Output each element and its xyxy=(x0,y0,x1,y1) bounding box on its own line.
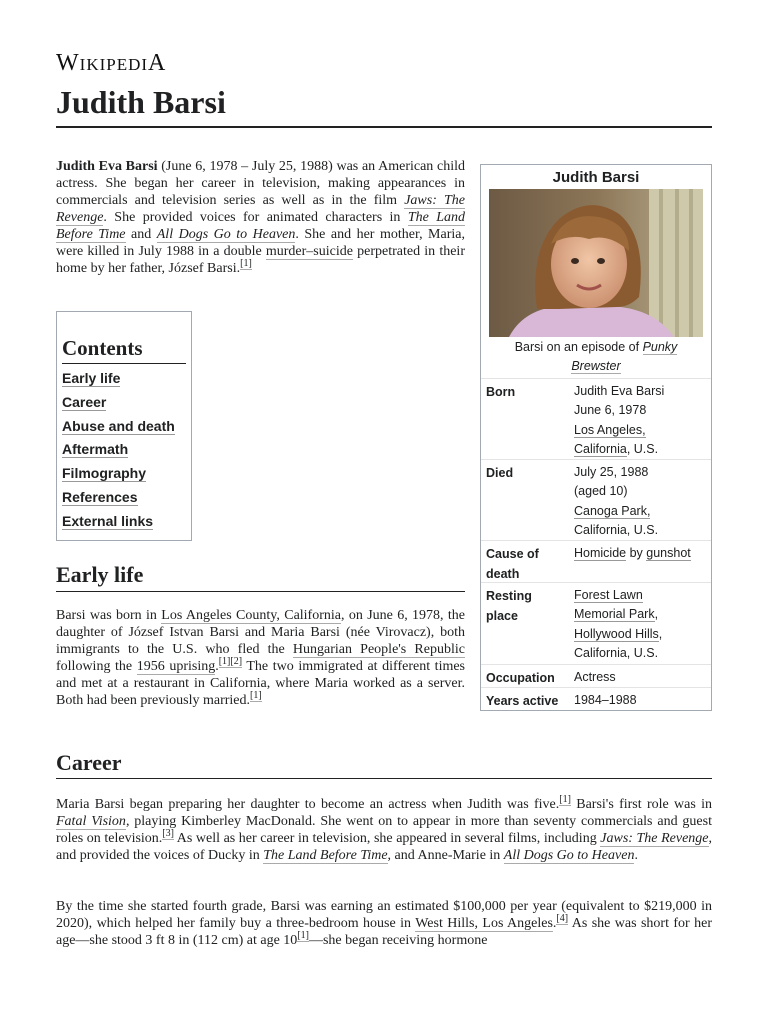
page-title: Judith Barsi xyxy=(56,84,226,120)
born-name: Judith Eva Barsi xyxy=(574,384,665,398)
link-los-angeles[interactable]: Los Angeles, xyxy=(574,422,646,437)
heading-early-life: Early life xyxy=(56,562,144,587)
body-text: , and provided the voices of Ducky in xyxy=(56,831,712,863)
table-of-contents xyxy=(56,311,192,541)
citation-ref[interactable]: [1] xyxy=(240,258,252,270)
link-west-hills[interactable]: West Hills, Los Angeles xyxy=(415,916,553,931)
resting-place-value xyxy=(574,586,708,664)
infobox xyxy=(480,164,712,711)
body-text: Barsi's first role was in xyxy=(570,797,712,812)
citation-ref[interactable]: [3] xyxy=(162,828,174,840)
lead-text: . She and her mother, Maria, were killed in July 1988 in a double xyxy=(56,227,465,259)
lead-text: and xyxy=(125,227,157,242)
photo-caption xyxy=(489,338,703,376)
infobox-row-died xyxy=(481,459,711,541)
citation-ref[interactable]: [1] xyxy=(559,794,571,806)
link-gunshot[interactable]: gunshot xyxy=(646,546,691,560)
born-value xyxy=(574,382,708,460)
born-date: June 6, 1978 xyxy=(574,403,647,418)
link-punky-brewster[interactable]: Punky Brewster xyxy=(571,340,678,373)
body-text: following the xyxy=(56,659,137,674)
link-memorial-park[interactable]: Memorial Park xyxy=(574,607,655,622)
career-paragraph-2 xyxy=(56,898,712,949)
body-text: , and Anne-Marie in xyxy=(387,848,504,863)
caption-text: Barsi on an episode of xyxy=(514,340,643,354)
link-los-angeles-county[interactable]: Los Angeles County, California xyxy=(161,608,341,623)
toc-item-label[interactable]: Abuse and death xyxy=(62,417,175,434)
resting-place-label: Resting place xyxy=(486,589,532,623)
section-rule xyxy=(56,778,712,779)
toc-item-label[interactable]: External links xyxy=(62,512,154,529)
link-homicide[interactable]: Homicide xyxy=(574,546,627,560)
body-text: . xyxy=(552,916,557,931)
born-country: , U.S. xyxy=(626,442,659,457)
link-fatal-vision[interactable]: Fatal Vision xyxy=(56,814,126,829)
body-text: The two immigrated at different times and met at a restaurant in California, where Maria worked as a server. Both had been previously married. xyxy=(56,659,466,708)
body-text: , playing Kimberley MacDonald. She went on to appear in more than seventy commercials and guest roles on television. xyxy=(56,814,712,846)
infobox-row-resting-place xyxy=(481,582,711,665)
toc-item[interactable] xyxy=(62,489,186,513)
body-text: As she was short for her age—she stood 3 ft 8 in (112 cm) at age 10 xyxy=(56,916,713,948)
citation-ref[interactable]: [1][2] xyxy=(218,656,243,668)
died-age: (aged 10) xyxy=(574,484,628,499)
link-forest-lawn[interactable]: Forest Lawn xyxy=(574,588,643,602)
died-date: July 25, 1988 xyxy=(574,465,649,479)
toc-item-label[interactable]: Career xyxy=(62,393,107,410)
link-land-before-time[interactable]: The Land Before Time xyxy=(56,210,465,242)
title-rule xyxy=(56,126,712,128)
link-1956-uprising[interactable]: 1956 uprising xyxy=(136,659,216,674)
died-label: Died xyxy=(486,466,514,480)
toc-item-label[interactable]: References xyxy=(62,488,138,505)
toc-item-label[interactable]: Filmography xyxy=(62,465,147,482)
link-land-before-time[interactable]: The Land Before Time xyxy=(263,848,388,863)
years-active-value: 1984–1988 xyxy=(574,693,637,707)
portrait-image xyxy=(489,189,703,337)
body-text: Maria Barsi began preparing her daughter to become an actress when Judith was five. xyxy=(56,797,560,812)
toc-item-label[interactable]: Aftermath xyxy=(62,441,129,458)
link-jaws-the-revenge[interactable]: Jaws: The Revenge xyxy=(600,831,709,846)
citation-ref[interactable]: [4] xyxy=(556,913,569,925)
toc-item[interactable] xyxy=(62,441,186,465)
occupation-value: Actress xyxy=(574,670,616,684)
citation-ref[interactable]: [1] xyxy=(297,930,309,942)
comma: , xyxy=(654,607,659,622)
toc-item[interactable] xyxy=(62,418,186,442)
lead-text: (June 6, 1978 – July 25, 1988) was an American child actress. She began her career in television, making appearances in commercials and television series as well as in the film xyxy=(56,159,465,208)
lead-text: . She provided voices for animated characters in xyxy=(103,210,408,225)
early-life-paragraph xyxy=(56,607,465,709)
died-value xyxy=(574,463,708,541)
portrait-photo[interactable] xyxy=(489,189,703,337)
infobox-row-years-active xyxy=(481,687,711,711)
link-murder-suicide[interactable]: murder–suicide xyxy=(265,244,353,259)
link-jaws-the-revenge[interactable]: Jaws: The Revenge xyxy=(56,193,465,225)
lead-name: Judith Eva Barsi xyxy=(56,159,158,174)
years-active-label: Years active xyxy=(486,694,559,708)
body-text: As well as her career in television, she appeared in several films, including xyxy=(173,831,601,846)
lead-text: perpetrated in their home by her father, József Barsi. xyxy=(56,244,465,276)
section-rule xyxy=(56,591,465,592)
toc-item[interactable] xyxy=(62,465,186,489)
toc-item[interactable] xyxy=(62,513,186,537)
toc-list xyxy=(62,370,186,537)
cause-text: by xyxy=(626,546,647,560)
citation-ref[interactable]: [1] xyxy=(250,690,262,702)
body-text: . xyxy=(215,659,219,674)
born-label: Born xyxy=(486,385,516,399)
career-paragraph-1 xyxy=(56,796,712,864)
resting-place-state: California, U.S. xyxy=(574,646,659,661)
infobox-row-occupation xyxy=(481,664,711,688)
body-text: Barsi was born in xyxy=(56,608,162,623)
link-california[interactable]: California xyxy=(574,442,627,457)
cause-label: Cause of death xyxy=(486,547,539,581)
link-hollywood-hills[interactable]: Hollywood Hills xyxy=(574,626,659,641)
wikipedia-wordmark[interactable]: WIKIPEDIA xyxy=(56,50,167,76)
toc-heading: Contents xyxy=(62,336,186,364)
infobox-title: Judith Barsi xyxy=(552,169,640,186)
link-all-dogs-go-to-heaven[interactable]: All Dogs Go to Heaven xyxy=(503,848,635,863)
comma: , xyxy=(658,626,663,641)
heading-career: Career xyxy=(56,750,122,775)
infobox-row-born xyxy=(481,378,711,460)
body-text: By the time she started fourth grade, Barsi was earning an estimated $100,000 per year (equivalent to $219,000 in 2020), which helped her family buy a three-bedroom house in xyxy=(56,899,712,931)
body-text: . xyxy=(634,848,638,863)
body-text: , on June 6, 1978, the daughter of József Istvan Barsi and Maria Barsi (née Virovacz), both immigrants to the U.S. who fled the xyxy=(56,608,465,657)
toc-item[interactable] xyxy=(62,370,186,394)
body-text: —she began receiving hormone xyxy=(308,933,488,948)
cause-value xyxy=(574,544,708,563)
lead-paragraph xyxy=(56,158,465,277)
link-canoga-park[interactable]: Canoga Park, xyxy=(574,503,651,518)
occupation-label: Occupation xyxy=(486,671,555,685)
toc-item-label[interactable]: Early life xyxy=(62,370,121,386)
link-all-dogs-go-to-heaven[interactable]: All Dogs Go to Heaven xyxy=(156,227,296,242)
link-hungarian-peoples-republic[interactable]: Hungarian People's Republic xyxy=(292,642,465,657)
died-place: California, U.S. xyxy=(574,523,659,538)
toc-item[interactable] xyxy=(62,394,186,418)
infobox-row-cause xyxy=(481,540,711,583)
